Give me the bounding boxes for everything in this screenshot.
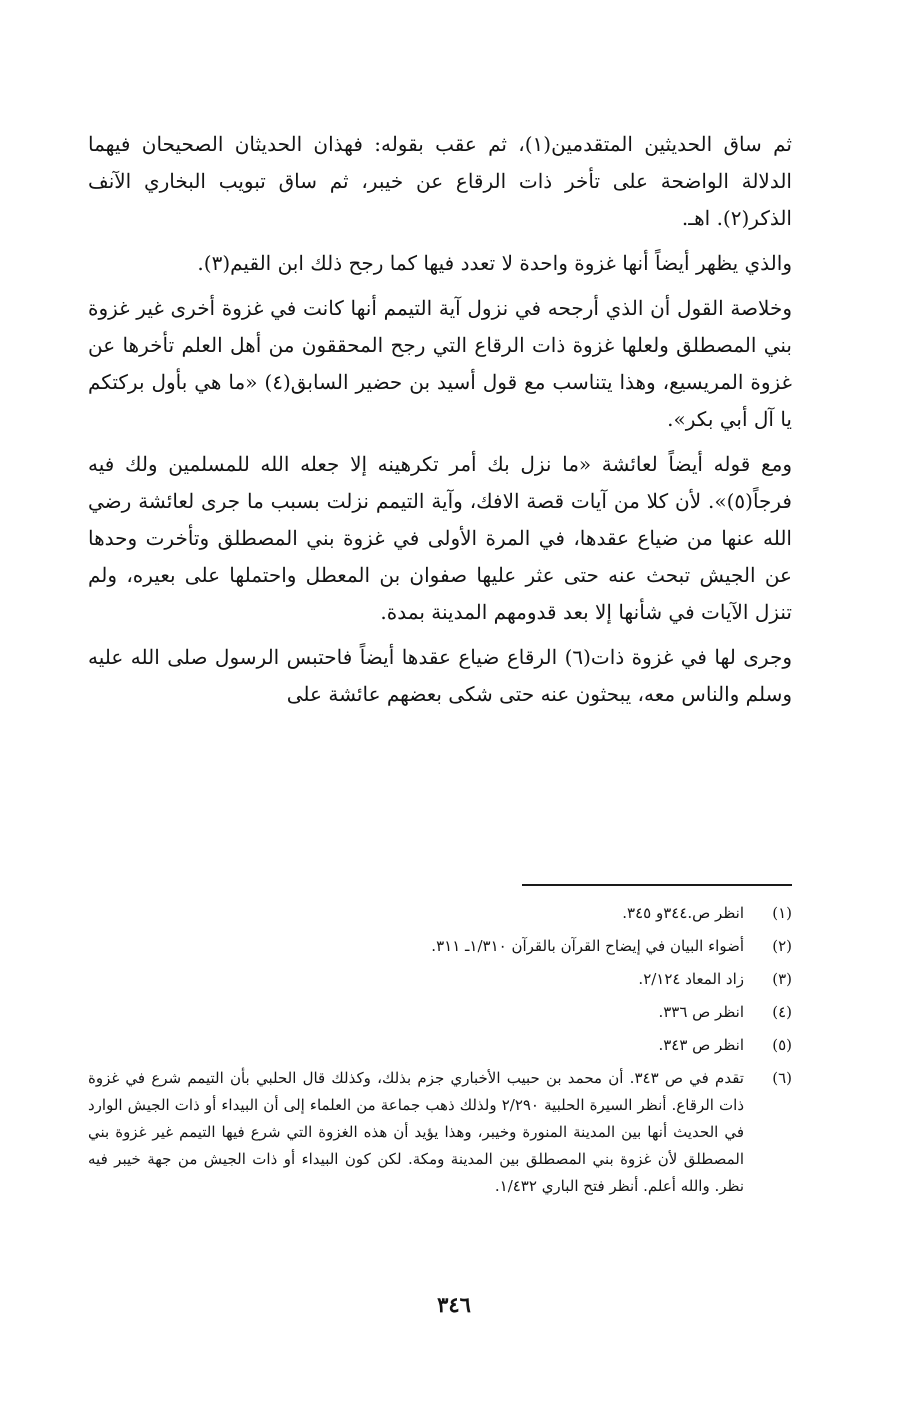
footnotes-section	[88, 900, 792, 1206]
footnote-item	[88, 999, 792, 1026]
footnote-number: (٦)	[772, 1069, 792, 1087]
paragraph: وخلاصة القول أن الذي أرجحه في نزول آية التيمم أنها كانت في غزوة أخرى غير غزوة بني المصطلق ولعلها غزوة ذات الرقاع التي رجح المحققون من أهل العلم تأخرها عن غزوة المريسيع، وهذا يتناسب مع قول أسيد بن حضير السابق(٤) «ما هي بأول بركتكم يا آل أبي بكر».	[88, 296, 793, 431]
footnote-text: زاد المعاد ٢/١٢٤.	[638, 970, 744, 988]
paragraph: ومع قوله أيضاً لعائشة «ما نزل بك أمر تكرهينه إلا جعله الله للمسلمين ولك فيه فرجاً(٥)». لأن كلا من آيات قصة الافك، وآية التيمم نزلت بسبب ما جرى لعائشة رضي الله عنها من ضياع عقدها، في المرة الأولى في غزوة بني المصطلق وتأخرت وحدها عن الجيش تبحث عنه حتى عثر عليها صفوان بن المعطل واحتملها على بعيره، ولم تنزل الآيات في شأنها إلا بعد قدومهم المدينة بمدة.	[88, 452, 792, 624]
footnote-item	[88, 1065, 792, 1200]
main-text-body	[88, 126, 792, 721]
footnote-number: (٢)	[772, 937, 792, 955]
page-number: ٣٤٦	[437, 1292, 471, 1317]
paragraph: وجرى لها في غزوة ذات(٦) الرقاع ضياع عقدها أيضاً فاحتبس الرسول صلى الله عليه وسلم والناس معه، يبحثون عنه حتى شكى بعضهم عائشة على	[88, 645, 792, 706]
footnote-number: (١)	[772, 904, 792, 922]
footnote-text: أضواء البيان في إيضاح القرآن بالقرآن ١/٣١٠ـ ٣١١.	[431, 937, 744, 955]
footnote-text: انظر ص ٣٤٣.	[658, 1036, 744, 1054]
footnote-text: انظر ص ٣٣٦.	[658, 1003, 744, 1021]
footnote-number: (٥)	[772, 1036, 792, 1054]
footnote-item	[88, 900, 792, 927]
footnote-number: (٣)	[772, 970, 792, 988]
footnote-item	[88, 1032, 792, 1059]
footnote-divider	[522, 884, 792, 886]
footnote-item	[88, 933, 792, 960]
footnote-text: تقدم في ص ٣٤٣. أن محمد بن حبيب الأخباري جزم بذلك، وكذلك قال الحلبي بأن التيمم شرع في غزوة ذات الرقاع. أنظر السيرة الحلبية ٢/٢٩٠ ولذلك ذهب جماعة من العلماء إلى أن البيداء أو ذات الجيش الوارد في الحديث أنها بين المدينة المنورة وخيبر، وهذا يؤيد أن هذه الغزوة التي شرع فيها التيمم غير غزوة بني المصطلق لأن غزوة بني المصطلق بين المدينة ومكة. لكن كون البيداء أو ذات الجيش من جهة خيبر فيه نظر. والله أعلم. أنظر فتح الباري ١/٤٣٢.	[88, 1069, 745, 1195]
footnote-number: (٤)	[772, 1003, 792, 1021]
footnote-text: انظر ص.٣٤٤و ٣٤٥.	[622, 904, 744, 922]
paragraph: والذي يظهر أيضاً أنها غزوة واحدة لا تعدد فيها كما رجح ذلك ابن القيم(٣).	[197, 251, 792, 275]
footnote-item	[88, 966, 792, 993]
paragraph: ثم ساق الحديثين المتقدمين(١)، ثم عقب بقوله: فهذان الحديثان الصحيحان فيهما الدلالة الواضحة على تأخر ذات الرقاع عن خيبر، ثم ساق تبويب البخاري الآنف الذكر(٢). اهـ.	[88, 132, 792, 230]
